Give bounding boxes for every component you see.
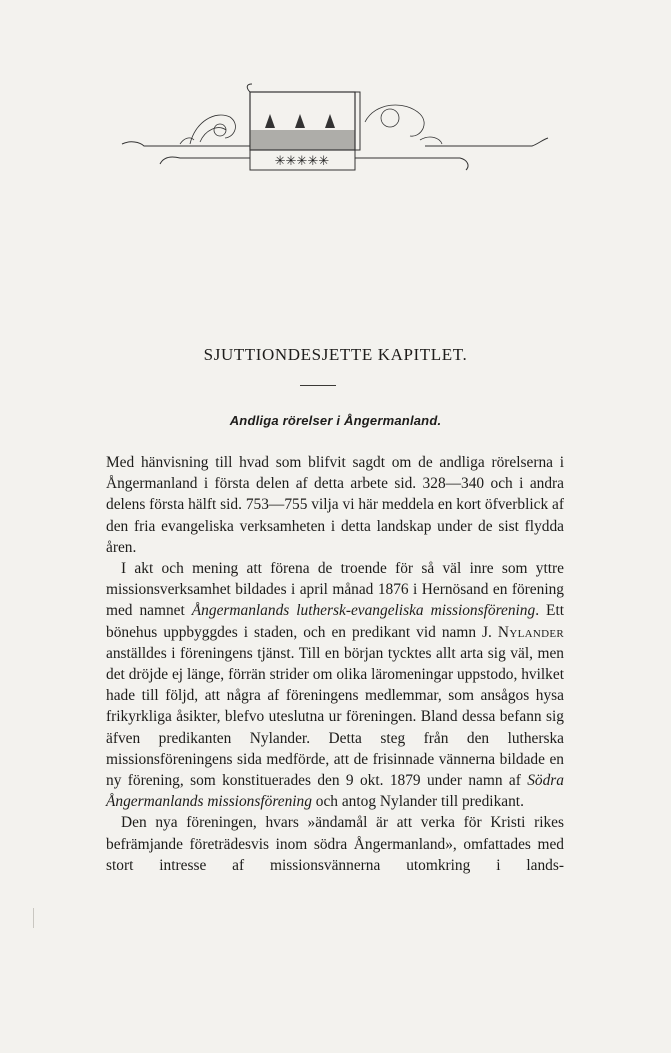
association-name-italic: Ångermanlands luthersk-evangeliska missionsförening — [191, 602, 536, 620]
chapter-title: SJUTTIONDESJETTE KAPITLET. — [203, 345, 468, 364]
margin-mark — [33, 908, 34, 928]
paragraph-2-text: . Ett bönehus uppbyggdes i staden, och en predikant vid namn J. — [106, 602, 564, 641]
paragraph-2-text: anställdes i föreningens tjänst. Till en början tycktes allt arta sig väl, men det dröjde ej länge, förrän strider om olika läromeningar uppstodo, hvilket hade till följd, att några af föreningens medlemmar, som ansågos hysa frikyrkliga åsikter, blefvo uteslutna ur föreningen. Bland dessa befann sig äfven predikanten Nylander. Detta steg från den lutherska missionsföreningens sida medförde, att de frisinnade vännerna bildade en ny förening, som konstituerades den 9 okt. 1879 under namn af — [106, 644, 564, 790]
section-heading: Andliga rörelser i Ångermanland. — [229, 413, 442, 428]
new-association-name-italic: Södra Ångermanlands missionsförening — [106, 772, 564, 811]
title-divider — [300, 385, 336, 386]
ornament-stars: ✳✳✳✳✳ — [274, 154, 330, 169]
paragraph-2-text: I akt och mening att förena de troende för så väl inre som yttre missionsverksamhet bildades i april månad 1876 i Hernösand en förening med namnet — [106, 560, 564, 620]
paragraph-2-text: och antog Nylander till predikant. — [311, 793, 524, 811]
preacher-name-smallcaps: Nylander — [497, 623, 564, 641]
paragraph-2 — [106, 558, 564, 812]
body-text — [106, 452, 564, 876]
ornamental-headpiece — [120, 82, 550, 177]
paragraph-1: Med hänvisning till hvad som blifvit sagdt om de andliga rörelserna i Ångermanland i första delen af detta arbete sid. 328—340 och i andra delens första hälft sid. 753—755 vilja vi här meddela en kort öfverblick af den fria evangeliska verksamheten i detta landskap under de sist flydda åren. — [106, 454, 564, 556]
paragraph-3: Den nya föreningen, hvars »ändamål är att verka för Kristi rikes befrämjande företrädesvis inom södra Ångermanland», omfattades med stort intresse af missionsvännerna utomkring i lands- — [106, 814, 564, 874]
